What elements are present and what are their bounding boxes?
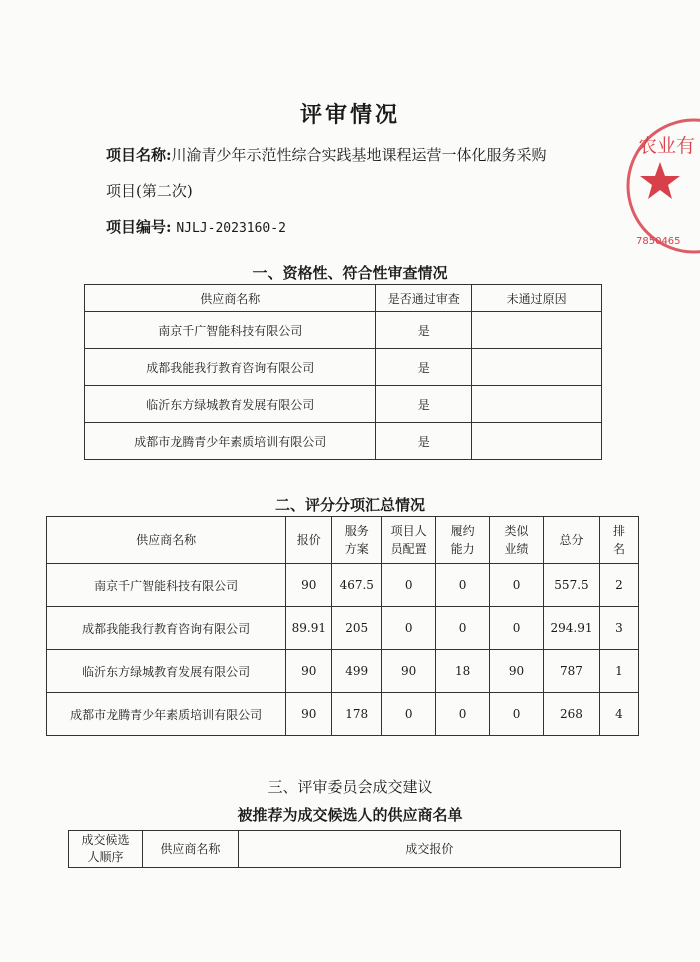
table-row <box>47 607 639 650</box>
section3-heading: 三、评审委员会成交建议 <box>267 778 433 796</box>
price-cell: 90 <box>286 564 332 607</box>
supplier-cell: 临沂东方绿城教育发展有限公司 <box>85 386 376 423</box>
capability-cell: 0 <box>436 693 490 736</box>
staff-cell: 0 <box>382 564 436 607</box>
supplier-cell: 南京千广智能科技有限公司 <box>85 312 376 349</box>
project-number-label: 项目编号: <box>106 218 172 236</box>
service-cell: 467.5 <box>332 564 382 607</box>
page-title: 评审情况 <box>299 102 400 128</box>
pass-cell: 是 <box>376 386 472 423</box>
supplier-cell: 成都我能我行教育咨询有限公司 <box>47 607 286 650</box>
project-name-label: 项目名称: <box>106 146 172 164</box>
pass-cell: 是 <box>376 349 472 386</box>
performance-cell: 0 <box>490 564 544 607</box>
performance-cell: 0 <box>490 693 544 736</box>
table-row <box>47 650 639 693</box>
total-cell: 787 <box>544 650 600 693</box>
price-cell: 90 <box>286 693 332 736</box>
table-row <box>47 564 639 607</box>
rank-cell: 4 <box>599 693 638 736</box>
total-cell: 294.91 <box>544 607 600 650</box>
supplier-cell: 临沂东方绿城教育发展有限公司 <box>47 650 286 693</box>
performance-cell: 0 <box>490 607 544 650</box>
rank-cell: 2 <box>599 564 638 607</box>
project-number-line <box>106 216 286 237</box>
column-header: 供应商名称 <box>142 831 238 868</box>
rank-cell: 3 <box>599 607 638 650</box>
column-header: 履约能力 <box>436 517 490 564</box>
column-header: 项目人员配置 <box>382 517 436 564</box>
column-header: 是否通过审查 <box>376 285 472 312</box>
column-header: 类似业绩 <box>490 517 544 564</box>
capability-cell: 0 <box>436 564 490 607</box>
service-cell: 178 <box>332 693 382 736</box>
column-header: 供应商名称 <box>47 517 286 564</box>
table-header-row <box>47 517 639 564</box>
column-header: 总分 <box>544 517 600 564</box>
total-cell: 268 <box>544 693 600 736</box>
reason-cell <box>472 312 602 349</box>
staff-cell: 0 <box>382 693 436 736</box>
staff-cell: 0 <box>382 607 436 650</box>
capability-cell: 0 <box>436 607 490 650</box>
reason-cell <box>472 349 602 386</box>
column-header: 排名 <box>599 517 638 564</box>
table-row <box>85 349 602 386</box>
reason-cell <box>472 386 602 423</box>
qualification-table <box>84 284 602 460</box>
section2-heading: 二、评分分项汇总情况 <box>274 496 425 514</box>
table-row <box>47 693 639 736</box>
project-name-continuation: 项目(第二次) <box>106 182 193 200</box>
price-cell: 89.91 <box>286 607 332 650</box>
price-cell: 90 <box>286 650 332 693</box>
section3-subheading: 被推荐为成交候选人的供应商名单 <box>237 806 463 824</box>
column-header: 未通过原因 <box>472 285 602 312</box>
supplier-cell: 成都市龙腾青少年素质培训有限公司 <box>47 693 286 736</box>
service-cell: 499 <box>332 650 382 693</box>
column-header: 成交候选人顺序 <box>69 831 143 868</box>
column-header: 成交报价 <box>238 831 620 868</box>
reason-cell <box>472 423 602 460</box>
capability-cell: 18 <box>436 650 490 693</box>
project-name-value: 川渝青少年示范性综合实践基地课程运营一体化服务采购 <box>171 146 547 164</box>
pass-cell: 是 <box>376 423 472 460</box>
table-row <box>85 312 602 349</box>
supplier-cell: 南京千广智能科技有限公司 <box>47 564 286 607</box>
column-header: 供应商名称 <box>85 285 376 312</box>
official-seal <box>612 118 700 258</box>
table-header-row <box>85 285 602 312</box>
supplier-cell: 成都我能我行教育咨询有限公司 <box>85 349 376 386</box>
table-row <box>85 423 602 460</box>
seal-star-icon <box>640 162 680 199</box>
column-header: 报价 <box>286 517 332 564</box>
section1-heading: 一、资格性、符合性审查情况 <box>252 264 448 282</box>
score-table <box>46 516 639 736</box>
seal-number: 7850465 <box>636 236 681 247</box>
total-cell: 557.5 <box>544 564 600 607</box>
performance-cell: 90 <box>490 650 544 693</box>
supplier-cell: 成都市龙腾青少年素质培训有限公司 <box>85 423 376 460</box>
project-number-value: NJLJ-2023160-2 <box>176 221 286 236</box>
project-name-line <box>106 144 547 165</box>
column-header: 服务方案 <box>332 517 382 564</box>
pass-cell: 是 <box>376 312 472 349</box>
table-row <box>85 386 602 423</box>
staff-cell: 90 <box>382 650 436 693</box>
seal-text: 农业有 <box>638 135 696 157</box>
table-header-row <box>69 831 621 868</box>
rank-cell: 1 <box>599 650 638 693</box>
recommendation-table <box>68 830 621 868</box>
service-cell: 205 <box>332 607 382 650</box>
